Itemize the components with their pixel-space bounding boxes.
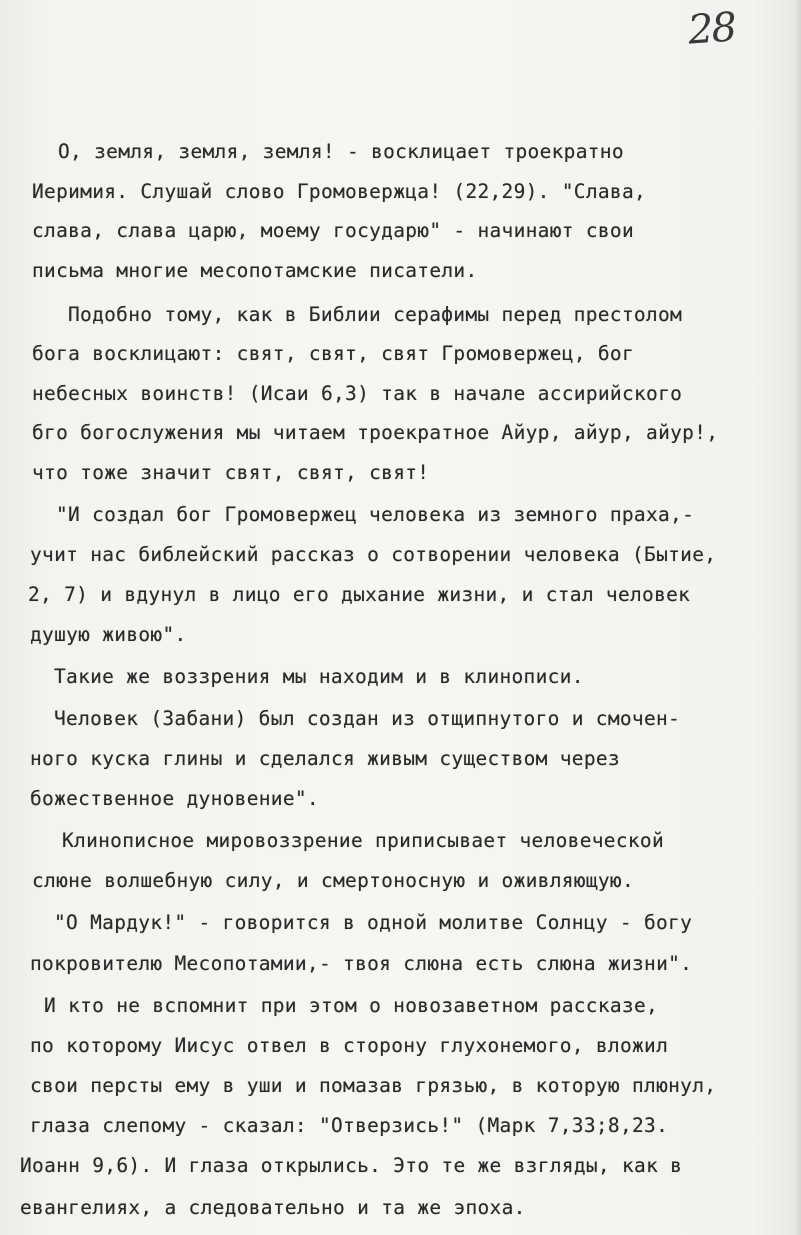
text-line: слава, слава царю, моему государю" - начинают свои [32, 219, 634, 242]
text-line: бога восклицают: свят, свят, свят Громовержец, бог [32, 342, 634, 365]
text-line: "О Мардук!" - говорится в одной молитве Солнцу - богу [54, 911, 693, 934]
text-line: 2, 7) и вдунул в лицо его дыхание жизни, и стал человек [28, 583, 691, 606]
text-line: глаза слепому - сказал: "Отверзись!" (Марк 7,33;8,23. [30, 1114, 669, 1137]
text-line: божественное дуновение". [30, 787, 319, 810]
text-line: слюне волшебную силу, и смертоносную и оживляющую. [32, 869, 634, 892]
text-line: учит нас библейский рассказ о сотворении человека (Бытие, [30, 543, 717, 566]
text-line: И кто не вспомнит при этом о новозаветном рассказе, [44, 994, 659, 1017]
text-line: что тоже значит свят, свят, свят! [32, 461, 430, 484]
text-line: свои персты ему в уши и помазав грязью, в которую плюнул, [30, 1074, 717, 1097]
text-line: письма многие месопотамские писатели. [32, 259, 478, 282]
text-line: бго богослужения мы читаем троекратное Айур, айур, айур!, [32, 421, 719, 444]
text-line: покровителю Месопотамии,- твоя слюна есть слюна жизни". [30, 952, 693, 975]
text-line: душую живою". [30, 623, 187, 646]
page-number: 28 [686, 4, 737, 54]
text-line: Подобно тому, как в Библии серафимы перед престолом [68, 303, 683, 326]
text-line: небесных воинств! (Исаи 6,3) так в начале ассирийского [32, 382, 683, 405]
text-line: "И создал бог Громовержец человека из земного праха,- [56, 503, 695, 526]
text-line: Клинописное мировоззрение приписывает человеческой [62, 829, 664, 852]
text-line: Иоанн 9,6). И глаза открылись. Это те же взгляды, как в [20, 1154, 683, 1177]
text-line: О, земля, земля, земля! - восклицает троекратно [58, 140, 624, 163]
text-line: по которому Иисус отвел в сторону глухонемого, вложил [30, 1034, 669, 1057]
text-line: евангелиях, а следовательно и та же эпоха. [20, 1196, 526, 1219]
text-line: Такие же воззрения мы находим и в клинописи. [54, 665, 584, 688]
text-line: ного куска глины и сделался живым существом через [30, 747, 620, 770]
text-line: Иеримия. Слушай слово Громовержца! (22,29). "Слава, [32, 180, 647, 203]
text-line: Человек (Забани) был создан из отщипнутого и смочен- [54, 707, 681, 730]
